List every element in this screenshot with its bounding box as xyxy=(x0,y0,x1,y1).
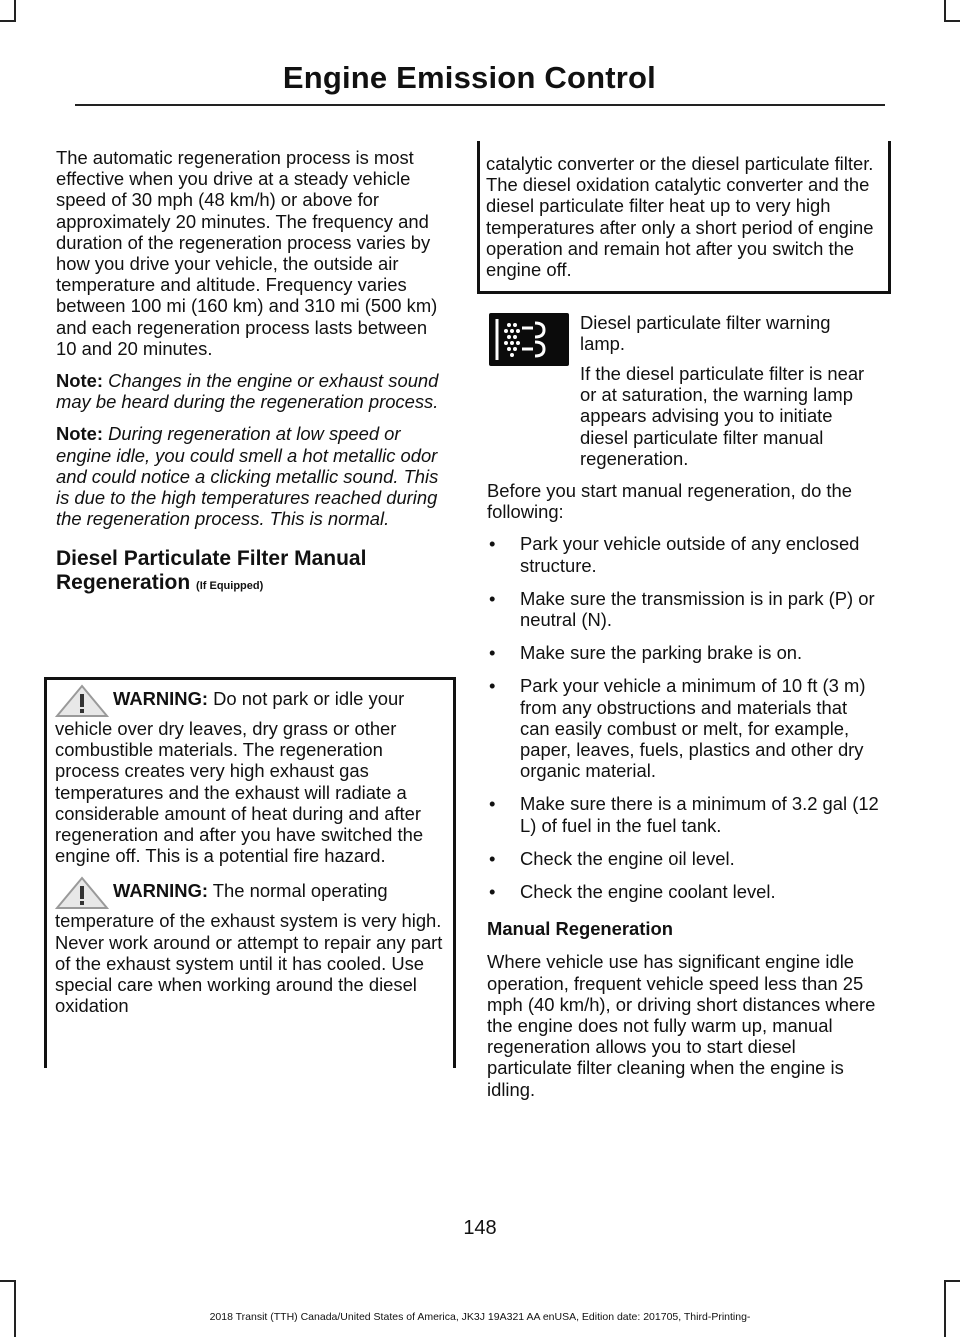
intro-paragraph: The automatic regeneration process is most effective when you drive at a steady vehicle speed of 30 mph (48 km/h) or above for approximately 20 minutes. The frequency and duration of the regeneration process varies by how you drive your vehicle, the outside air temperature and altitude. Frequency varies between 100 mi (160 km) and 310 mi (500 km) and each regeneration process lasts between 10 and 20 minutes. xyxy=(56,147,438,359)
footer-text: 2018 Transit (TTH) Canada/United States of America, JK3J 19A321 AA enUSA, Edition date: 201705, Third-Printing- xyxy=(209,1311,751,1323)
note-2 xyxy=(56,423,448,529)
warning-box xyxy=(44,677,456,1068)
list-item: • Make sure the parking brake is on. xyxy=(487,642,881,663)
list-item: • Park your vehicle a minimum of 10 ft (3 m) from any obstructions and materials that can easily combust or melt, for example, paper, leaves, fuels, plastics and other dry organic material. xyxy=(487,675,881,781)
warning-content xyxy=(47,680,453,1016)
warning-triangle-icon xyxy=(55,876,109,906)
crop-mark xyxy=(944,0,946,20)
manual-regeneration-text: Where vehicle use has significant engine idle operation, frequent vehicle speed less than 25 mph (40 km/h), or driving short distances where the engine does not fully warm up, manual regeneration allows you to start diesel particulate filter cleaning when the engine is idling. xyxy=(487,951,876,1100)
right-column-body xyxy=(487,363,881,1111)
crop-mark xyxy=(944,20,960,22)
crop-mark xyxy=(944,1280,946,1337)
lamp-description: If the diesel particulate filter is near or at saturation, the warning lamp appears advising you to initiate diesel particulate filter manual regeneration. xyxy=(580,363,865,469)
warning-block-2 xyxy=(55,880,449,1016)
warning-continued-text: catalytic converter or the diesel particulate filter. The diesel oxidation catalytic converter and the diesel particulate filter heat up to very high temperatures after only a short period of engine operation and remain hot after you switch the engine off. xyxy=(486,153,874,281)
list-item: • Check the engine oil level. xyxy=(487,848,881,869)
note-text: During regeneration at low speed or engine idle, you could smell a hot metallic odor and could notice a clicking metallic sound. This is due to the high temperatures reached during the regeneration process. This is normal. xyxy=(56,423,439,530)
diesel-particulate-filter-lamp-icon xyxy=(489,313,569,366)
before-text: Before you start manual regeneration, do the following: xyxy=(487,480,852,523)
warning-text: Do not park or idle your vehicle over dry leaves, dry grass or other combustible materials. The regeneration process creates very high exhaust gas temperatures and the exhaust will radiate a considerable amount of heat during and after regeneration and after you have switched the engine off. This is a potential fire hazard. xyxy=(55,688,424,867)
warning-continued-box xyxy=(477,141,891,294)
header-divider xyxy=(75,104,885,106)
warning-triangle-icon xyxy=(55,684,109,714)
warning-label: WARNING: xyxy=(113,880,209,902)
crop-mark xyxy=(0,1280,16,1282)
left-column xyxy=(56,147,448,618)
note-label: Note: xyxy=(56,423,103,445)
crop-mark xyxy=(14,1280,16,1337)
section-heading xyxy=(56,547,448,598)
manual-regeneration-heading: Manual Regeneration xyxy=(487,918,673,940)
warning-block-1 xyxy=(55,688,449,866)
list-item: • Park your vehicle outside of any enclosed structure. xyxy=(487,533,881,575)
crop-mark xyxy=(0,20,16,22)
note-1 xyxy=(56,370,448,412)
lamp-title: Diesel particulate filter warning lamp. xyxy=(580,312,831,355)
list-item: • Check the engine coolant level. xyxy=(487,881,881,902)
page-title: Engine Emission Control xyxy=(282,60,656,95)
list-item: • Make sure the transmission is in park (P) or neutral (N). xyxy=(487,588,881,630)
warning-label: WARNING: xyxy=(113,688,209,709)
page-number: 148 xyxy=(463,1217,497,1239)
note-text: Changes in the engine or exhaust sound may be heard during the regeneration process. xyxy=(56,370,439,413)
section-suffix: (If Equipped) xyxy=(196,580,264,593)
crop-mark xyxy=(14,0,16,20)
crop-mark xyxy=(944,1280,960,1282)
list-item: • Make sure there is a minimum of 3.2 gal (12 L) of fuel in the fuel tank. xyxy=(487,793,881,835)
section-title: Diesel Particulate Filter Manual Regeneration xyxy=(56,547,367,595)
checklist xyxy=(487,533,881,902)
note-label: Note: xyxy=(56,370,103,392)
warning-text: The normal operating temperature of the exhaust system is very high. Never work around or attempt to repair any part of the exhaust system until it has cooled. Use special care when working around the diesel oxidation xyxy=(55,880,443,1017)
